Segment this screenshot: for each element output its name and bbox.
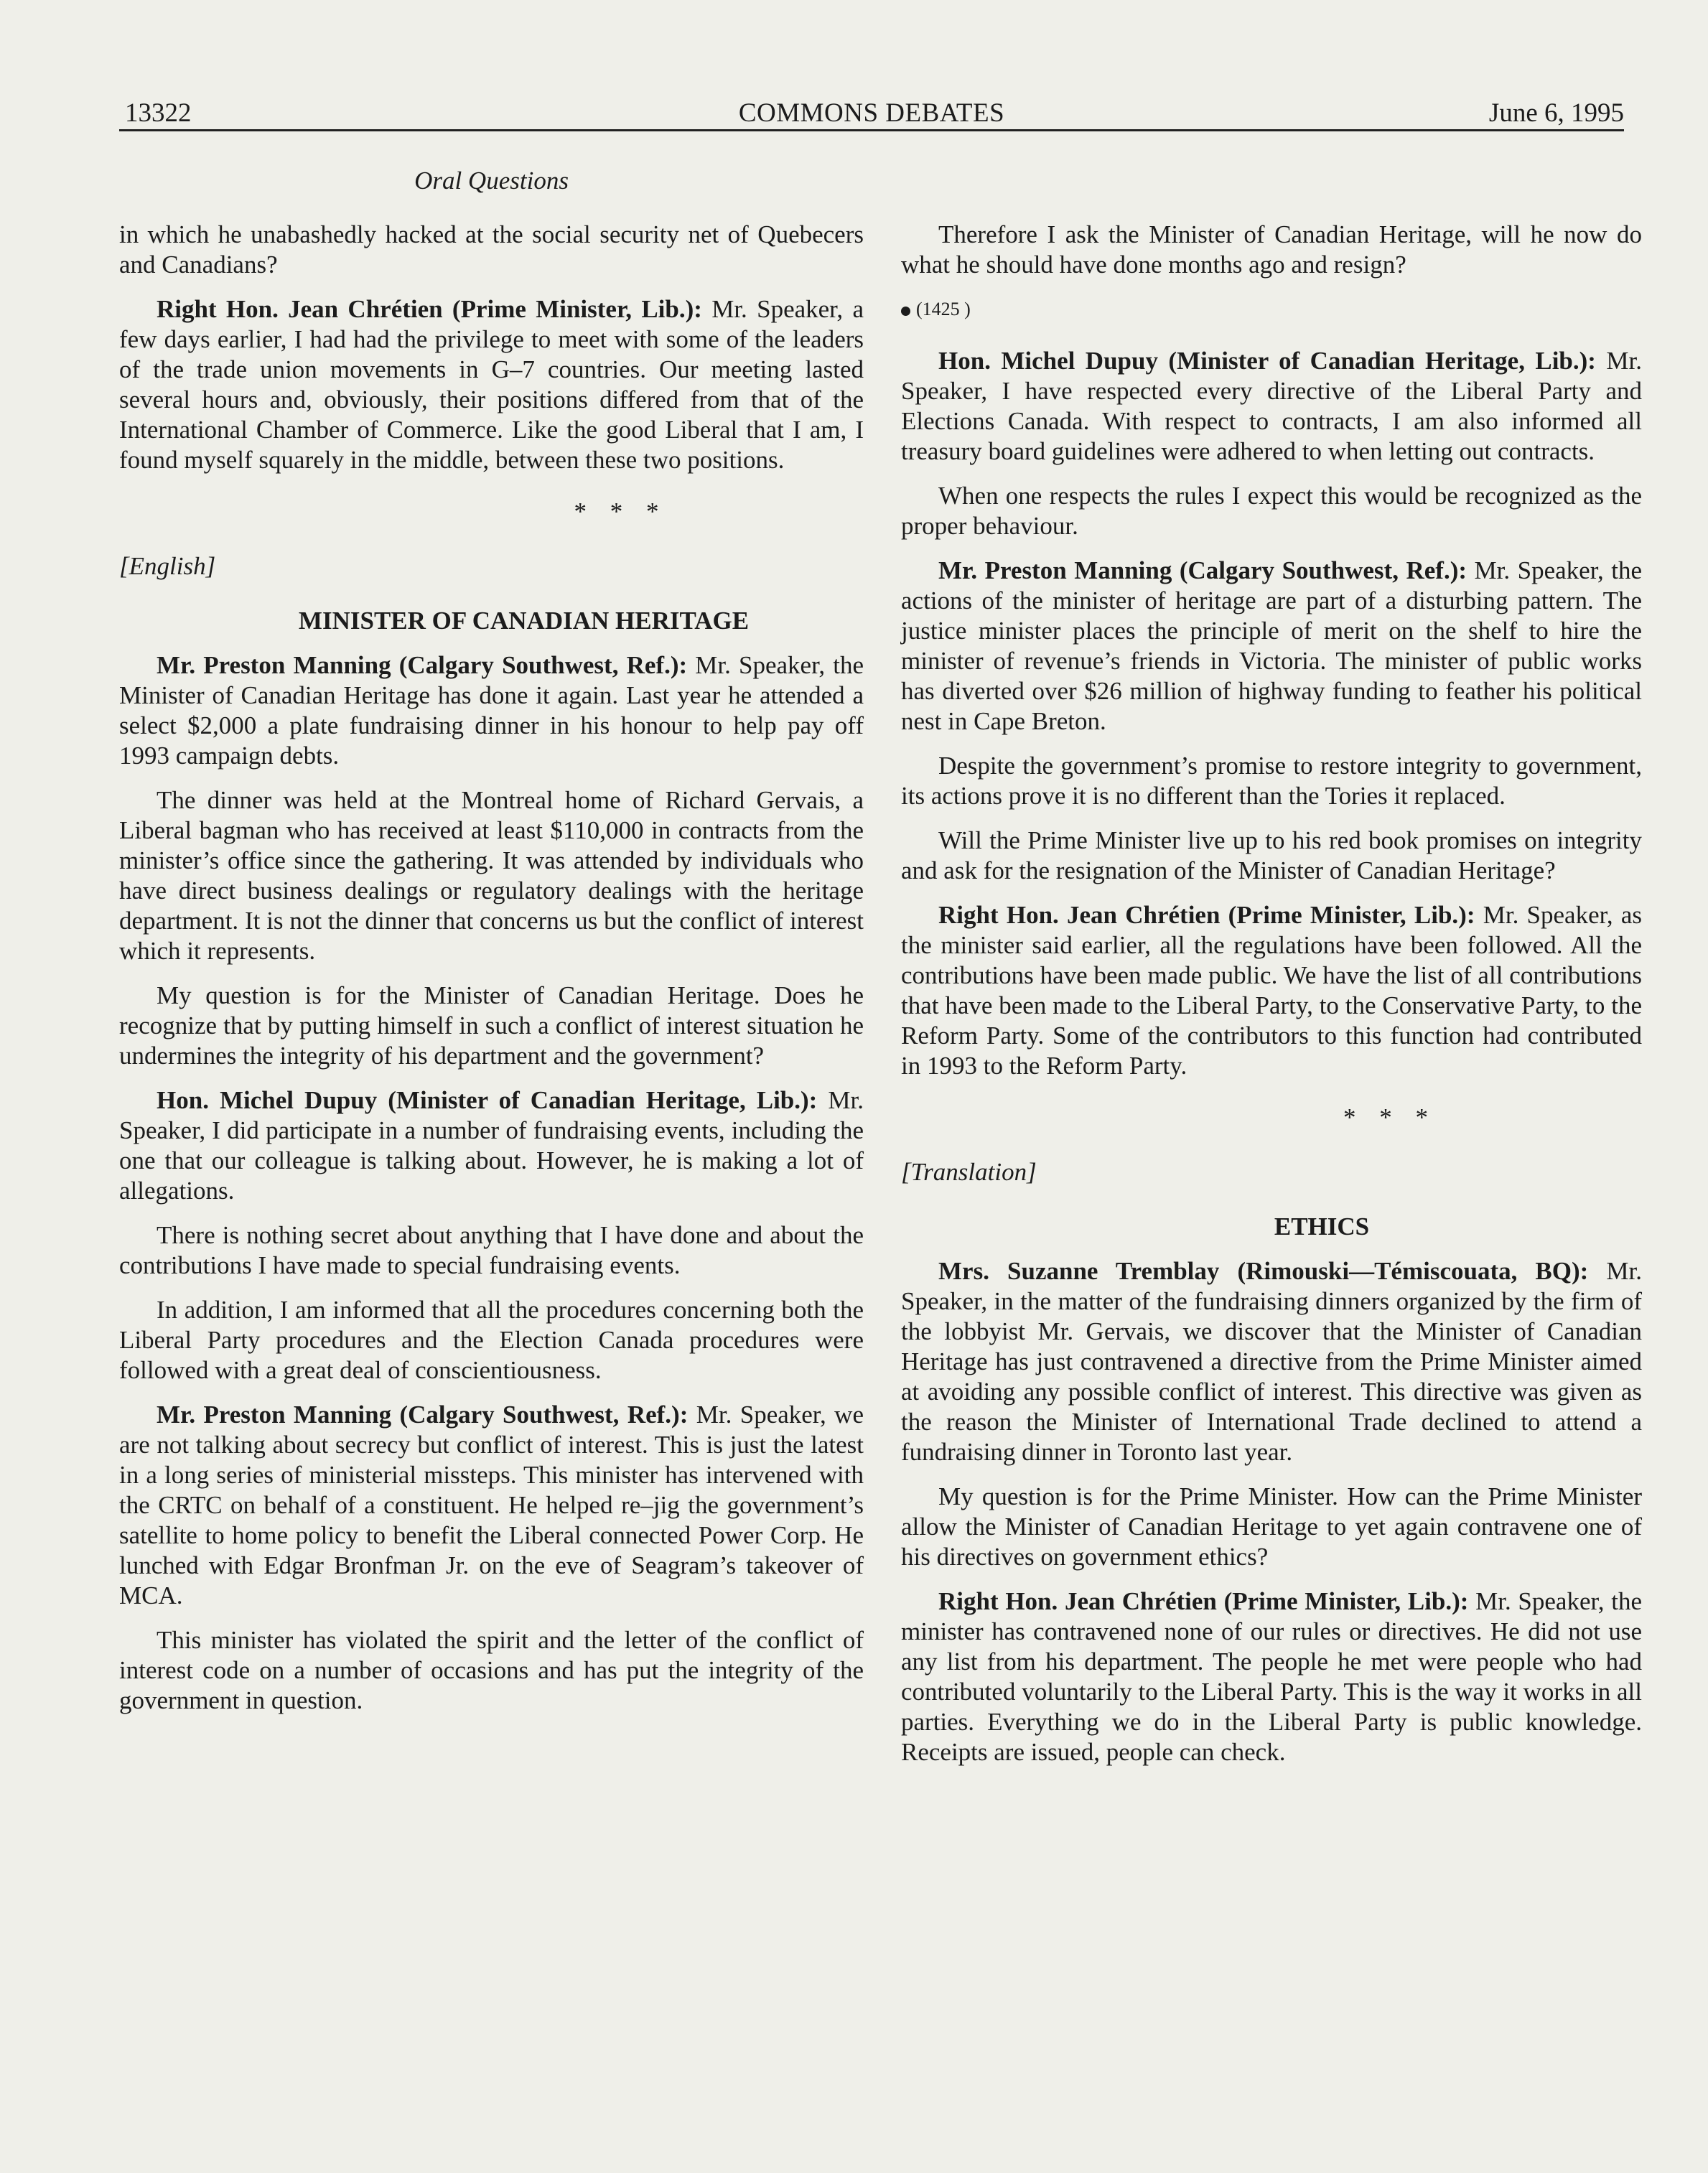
speaker-name: Right Hon. Jean Chrétien (Prime Minister, Lib.): bbox=[938, 1587, 1469, 1615]
speech-text: Mr. Speaker, the Minister of Canadian Heritage has done it again. Last year he attended a select $2,000 a plate fundraising dinner in his honour to help pay off 1993 campaign debts. bbox=[119, 651, 864, 770]
speech-text: Mr. Speaker, I have respected every directive of the Liberal Party and Elections Canada. With respect to contracts, I am also informed all treasury board guidelines were adhered to when letting out contracts. bbox=[901, 347, 1642, 465]
speech-paragraph bbox=[119, 650, 864, 771]
publication-title: COMMONS DEBATES bbox=[738, 98, 1005, 128]
speaker-name: Hon. Michel Dupuy (Minister of Canadian Heritage, Lib.): bbox=[157, 1086, 818, 1114]
topic-heading: MINISTER OF CANADIAN HERITAGE bbox=[298, 607, 750, 635]
speech-text: Mr. Speaker, I did participate in a number of fundraising events, including the one that our colleague is talking about. However, he is making a lot of allegations. bbox=[119, 1086, 864, 1205]
speech-text: Mr. Speaker, in the matter of the fundraising dinners organized by the firm of the lobbyist Mr. Gervais, we discover that the Minister of Canadian Heritage has just contravened a directive from the Prime Minister aimed at avoiding any possible conflict of interest. This directive was given as the reason the Minister of International Trade declined to attend a fundraising dinner in Toronto last year. bbox=[901, 1257, 1642, 1466]
speaker-name: Mr. Preston Manning (Calgary Southwest, Ref.): bbox=[938, 556, 1467, 584]
paragraph: Will the Prime Minister live up to his red book promises on integrity and ask for the resignation of the Minister of Canadian Heritage? bbox=[901, 826, 1642, 884]
section-separator: * * * bbox=[574, 497, 668, 525]
speaker-name: Hon. Michel Dupuy (Minister of Canadian Heritage, Lib.): bbox=[938, 347, 1596, 375]
speaker-name: Mr. Preston Manning (Calgary Southwest, Ref.): bbox=[157, 651, 688, 679]
paragraph: My question is for the Minister of Canadian Heritage. Does he recognize that by putting himself in such a conflict of interest situation he undermines the integrity of his department and the government? bbox=[119, 981, 864, 1070]
speech-paragraph bbox=[119, 1400, 864, 1611]
speech-text: Mr. Speaker, the minister has contravened none of our rules or directives. He did not use any list from his department. The people he met were people who had contributed voluntarily to the Liberal Party. This is the way it works in all parties. Everything we do in the Liberal Party is public knowledge. Receipts are issued, people can check. bbox=[901, 1587, 1642, 1766]
speech-paragraph bbox=[901, 346, 1642, 467]
speech-text: Mr. Speaker, as the minister said earlier, all the regulations have been followed. All the contributions have been made public. We have the list of all contributions that have been made to the Liberal Party, to the Conservative Party, to the Reform Party. Some of the contributors to this function had contributed in 1993 to the Reform Party. bbox=[901, 901, 1642, 1080]
language-marker: [Translation] bbox=[901, 1158, 1037, 1186]
right-column bbox=[901, 220, 1642, 1782]
time-marker bbox=[901, 294, 1642, 324]
speech-paragraph bbox=[901, 556, 1642, 737]
paragraph: There is nothing secret about anything that I have done and about the contributions I have made to special fundraising events. bbox=[119, 1221, 864, 1279]
speech-paragraph bbox=[119, 294, 864, 475]
speaker-name: Right Hon. Jean Chrétien (Prime Minister, Lib.): bbox=[157, 295, 702, 323]
publication-date: June 6, 1995 bbox=[1488, 98, 1624, 128]
paragraph: The dinner was held at the Montreal home of Richard Gervais, a Liberal bagman who has received at least $110,000 in contracts from the minister’s office since the gathering. It was attended by individuals who have direct business dealings or regulatory dealings with the heritage department. It is not the dinner that concerns us but the conflict of interest which it represents. bbox=[119, 786, 864, 965]
left-column bbox=[119, 220, 864, 1730]
section-title: Oral Questions bbox=[414, 167, 569, 195]
paragraph: Despite the government’s promise to restore integrity to government, its actions prove it is no different than the Tories it replaced. bbox=[901, 752, 1642, 810]
speaker-name: Mr. Preston Manning (Calgary Southwest, Ref.): bbox=[157, 1401, 689, 1429]
language-marker: [English] bbox=[119, 552, 216, 580]
speech-paragraph bbox=[119, 1085, 864, 1206]
speaker-name: Mrs. Suzanne Tremblay (Rimouski—Témiscouata, BQ): bbox=[938, 1257, 1589, 1285]
speech-text: Mr. Speaker, the actions of the minister of heritage are part of a disturbing pattern. The justice minister places the principle of merit on the shelf to hire the minister of revenue’s friends in Victoria. The minister of public works has diverted over $26 million of highway funding to feather his political nest in Cape Breton. bbox=[901, 556, 1642, 735]
topic-heading: ETHICS bbox=[1274, 1212, 1370, 1240]
paragraph: When one respects the rules I expect this would be recognized as the proper behaviour. bbox=[901, 482, 1642, 540]
speech-text: Mr. Speaker, a few days earlier, I had had the privilege to meet with some of the leaders of the trade union movements in G–7 countries. Our meeting lasted several hours and, obviously, their positions differed from that of the International Chamber of Commerce. Like the good Liberal that I am, I found myself squarely in the middle, between these two positions. bbox=[119, 295, 864, 474]
speaker-name: Right Hon. Jean Chrétien (Prime Minister, Lib.): bbox=[938, 901, 1475, 929]
speech-paragraph bbox=[901, 900, 1642, 1081]
speech-paragraph bbox=[901, 1256, 1642, 1467]
speech-paragraph bbox=[901, 1586, 1642, 1767]
bullet-icon bbox=[901, 307, 910, 316]
page-number: 13322 bbox=[125, 98, 192, 128]
paragraph: In addition, I am informed that all the procedures concerning both the Liberal Party procedures and the Election Canada procedures were followed with a great deal of conscientiousness. bbox=[119, 1296, 864, 1384]
section-separator: * * * bbox=[1343, 1103, 1437, 1131]
page-header bbox=[119, 92, 1624, 131]
paragraph: Therefore I ask the Minister of Canadian Heritage, will he now do what he should have done months ago and resign? bbox=[901, 220, 1642, 279]
paragraph: This minister has violated the spirit and the letter of the conflict of interest code on a number of occasions and has put the integrity of the government in question. bbox=[119, 1626, 864, 1714]
paragraph: My question is for the Prime Minister. How can the Prime Minister allow the Minister of Canadian Heritage to yet again contravene one of his directives on government ethics? bbox=[901, 1482, 1642, 1571]
speech-text: Mr. Speaker, we are not talking about secrecy but conflict of interest. This is just the latest in a long series of ministerial missteps. This minister has intervened with the CRTC on behalf of a constituent. He helped re–jig the government’s satellite to home policy to benefit the Liberal connected Power Corp. He lunched with Edgar Bronfman Jr. on the eve of Seagram’s takeover of MCA. bbox=[119, 1401, 864, 1609]
time-stamp: (1425 ) bbox=[916, 299, 971, 319]
paragraph: in which he unabashedly hacked at the social security net of Quebecers and Canadians? bbox=[119, 220, 864, 279]
